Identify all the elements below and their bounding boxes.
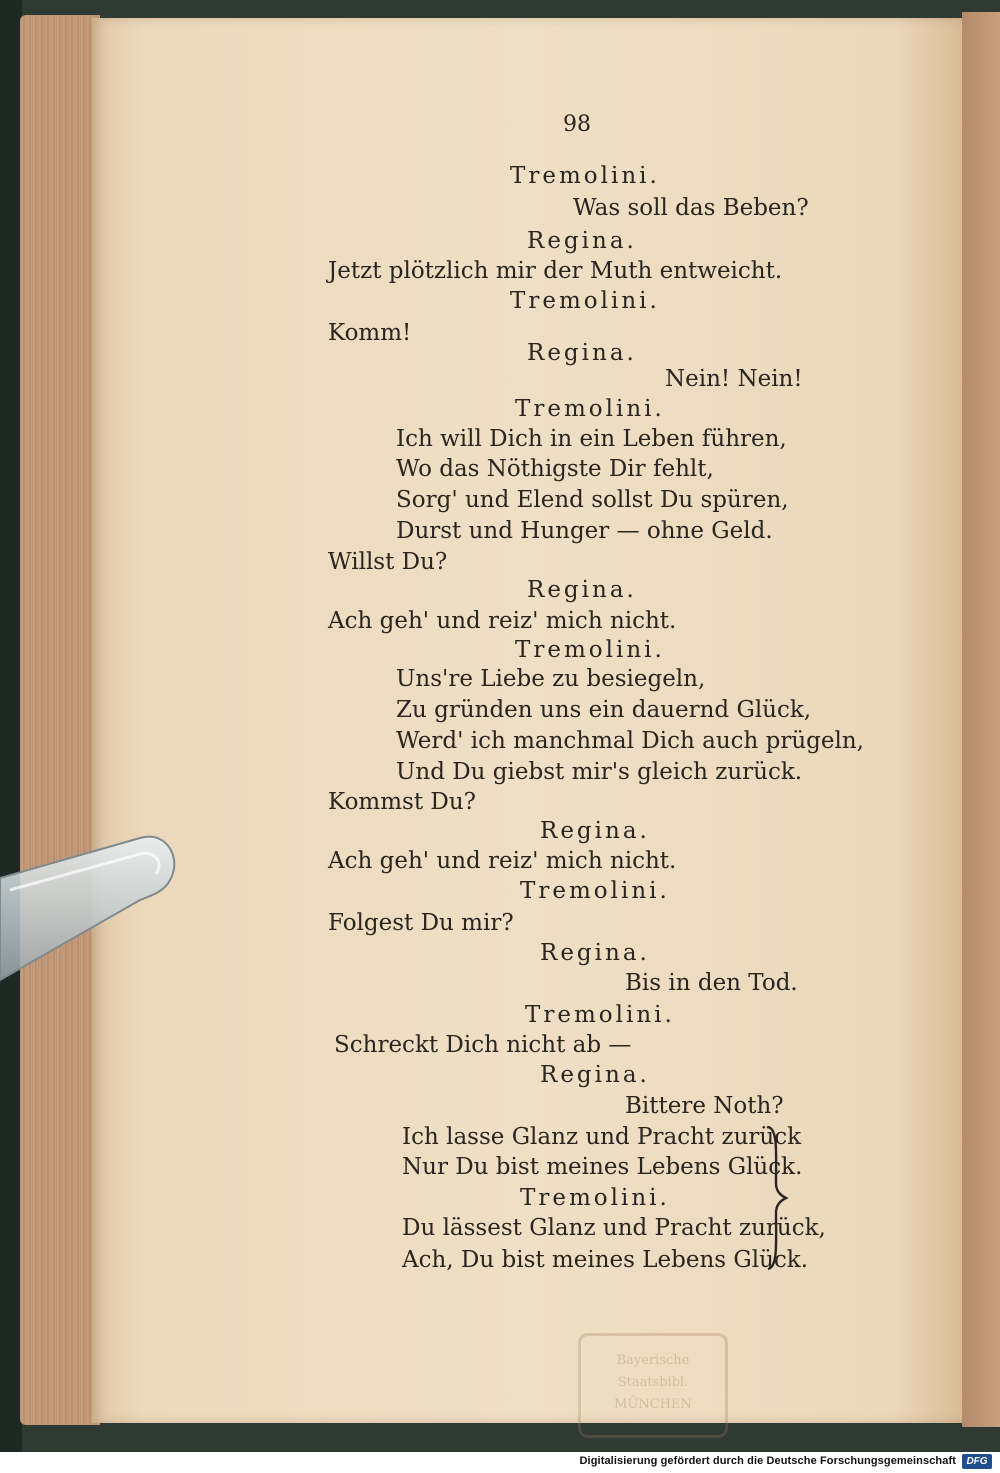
footer-credit: Digitalisierung gefördert durch die Deutsche Forschungsgemeinschaft [579,1455,956,1467]
speaker-regina: Regina. [540,940,650,966]
speaker-tremolini: Tremolini. [510,288,660,314]
verse-line: Und Du giebst mir's gleich zurück. [396,759,803,785]
speaker-regina: Regina. [527,577,637,603]
verse-line: Nur Du bist meines Lebens Glück. [402,1154,803,1180]
verse-line: Willst Du? [328,549,448,575]
page-holder-clip [0,830,190,1000]
verse-line: Was soll das Beben? [573,195,809,221]
speaker-regina: Regina. [540,818,650,844]
speaker-tremolini: Tremolini. [520,1185,670,1211]
verse-line: Ach, Du bist meines Lebens Glück. [402,1247,809,1273]
footer-bar [0,1452,1000,1473]
speaker-tremolini: Tremolini. [520,878,670,904]
verse-line: Wo das Nöthigste Dir fehlt, [396,456,714,482]
verse-line: Uns're Liebe zu besiegeln, [396,666,706,692]
verse-line: Schreckt Dich nicht ab — [334,1032,632,1058]
verse-line: Jetzt plötzlich mir der Muth entweicht. [328,258,783,284]
page-edge-stack [20,15,100,1425]
speaker-tremolini: Tremolini. [525,1002,675,1028]
verse-line: Folgest Du mir? [328,910,514,936]
speaker-regina: Regina. [527,340,637,366]
verse-line: Ach geh' und reiz' mich nicht. [328,608,677,634]
speaker-tremolini: Tremolini. [515,637,665,663]
verse-line: Durst und Hunger — ohne Geld. [396,518,773,544]
library-stamp: Bayerische Staatsbibl. MÜNCHEN [578,1333,728,1438]
speaker-regina: Regina. [540,1062,650,1088]
dfg-logo-icon: DFG [962,1454,992,1469]
verse-line: Du lässest Glanz und Pracht zurück, [402,1215,826,1241]
facing-page-edge [962,12,1000,1427]
scan-background-left [0,0,22,1473]
verse-line: Werd' ich manchmal Dich auch prügeln, [396,728,864,754]
verse-line: Ich lasse Glanz und Pracht zurück [402,1124,802,1150]
speaker-tremolini: Tremolini. [510,163,660,189]
page-number: 98 [563,112,591,137]
verse-line: Ach geh' und reiz' mich nicht. [328,848,677,874]
speaker-regina: Regina. [527,228,637,254]
verse-line: Bis in den Tod. [625,970,798,996]
verse-line: Kommst Du? [328,789,476,815]
verse-line: Nein! Nein! [665,366,803,392]
curly-brace [762,1123,790,1273]
verse-line: Ich will Dich in ein Leben führen, [396,426,787,452]
verse-line: Sorg' und Elend sollst Du spüren, [396,487,789,513]
speaker-tremolini: Tremolini. [515,396,665,422]
verse-line: Komm! [328,320,412,346]
verse-line: Bittere Noth? [625,1093,784,1119]
verse-line: Zu gründen uns ein dauernd Glück, [396,697,812,723]
